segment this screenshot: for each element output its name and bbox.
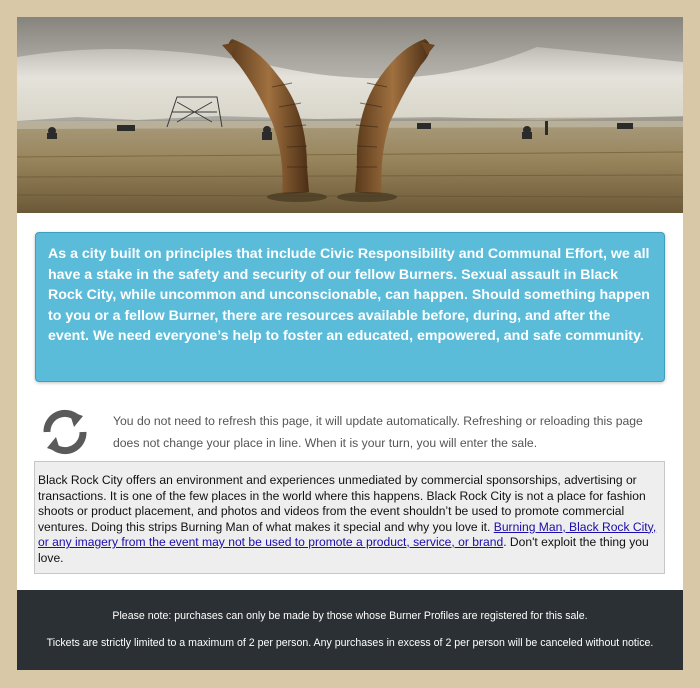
policy-text-end: . Don't exploit the thing you love. [38, 535, 649, 565]
hero-image [17, 17, 683, 213]
footer-note: Please note: purchases can only be made by those whose Burner Profiles are registered for this sale. [112, 610, 588, 622]
safety-notice [35, 232, 665, 382]
footer [17, 590, 683, 670]
policy-link[interactable]: Burning Man, Black Rock City, or any imagery from the event may not be used to promote a product, service, or brand [38, 519, 657, 549]
refresh-icon [39, 406, 91, 458]
policy-text: Black Rock City offers an environment and experiences unmediated by commercial sponsorships, advertising or transactions. It is one of the few places in the world where this happens. Black Rock City is not a place for fashion shoots or product placement, and photos and videos from the event shouldn’t be used to promote commercial ventures. Doing this strips Burning Man of what makes it special and why you love it. [38, 473, 646, 534]
commercial-policy [34, 461, 665, 574]
page-content [17, 17, 683, 670]
queue-message: You do not need to refresh this page, it will update automatically. Refreshing or reloading this page does not change your place in line. When it is your turn, you will enter the sale. [113, 414, 643, 450]
safety-notice-text: As a city built on principles that include Civic Responsibility and Communal Effort, we all have a stake in the safety and security of our fellow Burners. Sexual assault in Black Rock City, while uncommon and unconscionable, can happen. Should something happen to you or a fellow Burner, there are resources available before, during, and after the event. We need everyone’s help to foster an educated, empowered, and safe community. [48, 246, 650, 345]
footer-ticket-limit: Tickets are strictly limited to a maximum of 2 per person. Any purchases in excess of 2 per person will be canceled without notice. [46, 637, 654, 649]
